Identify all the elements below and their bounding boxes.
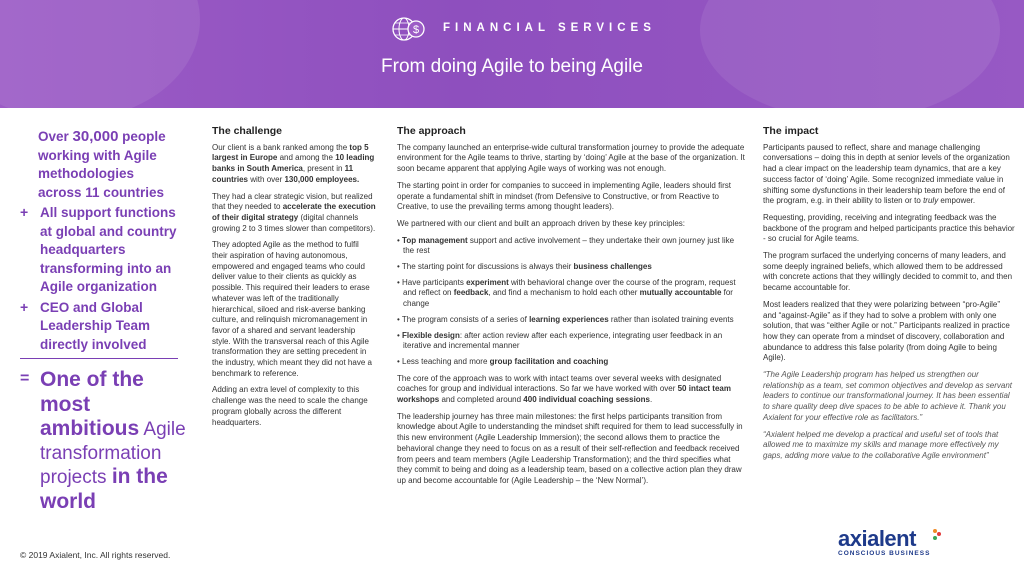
highlight-item: + CEO and Global Leadership Team directly involved xyxy=(20,298,151,352)
page-title: From doing Agile to being Agile xyxy=(381,56,643,77)
testimonial-quote: “The Agile Leadership program has helped us strengthen our relationship as a team, set common objectives and develop as servant leaders to continue our transformational journey. It has been essential to share quality deep dive spaces to be able to achieve it. Thank you Axialent for your effective role as facilitators.” xyxy=(763,370,1013,422)
divider xyxy=(20,358,178,359)
list-item: • Have participants experiment with behavioral change over the course of the program, request and reflect on feedback, and find a mechanism to hold each other mutually accountable for change xyxy=(397,277,736,309)
list-item: • Top management support and active involvement – they undertake their own journey just like the rest xyxy=(397,235,735,256)
svg-text:$: $ xyxy=(412,24,420,36)
challenge-heading: The challenge xyxy=(212,125,283,137)
approach-heading: The approach xyxy=(397,125,466,137)
banner-decoration xyxy=(0,0,200,108)
brand-tagline: CONSCIOUS BUSINESS xyxy=(838,550,931,557)
banner-decoration xyxy=(700,0,1000,108)
stat-highlight: Over 30,000 people working with Agile methodologies across 11 countries xyxy=(38,128,166,200)
list-item: • The program consists of a series of learning experiences rather than isolated training events xyxy=(397,314,734,324)
copyright: © 2019 Axialent, Inc. All rights reserved. xyxy=(20,550,171,560)
list-item: • The starting point for discussions is always their business challenges xyxy=(397,262,652,272)
paragraph: The program surfaced the underlying concerns of many leaders, and some deeply ingrained beliefs, which allowed them to be addressed with concrete actions that they willingly decided to commit to, and then became accountable for. xyxy=(763,251,1013,293)
paragraph: They adopted Agile as the method to fulfil their aspiration of having autonomous, empowered and engaged teams who could deliver value to their clients as quickly as possible. This required their leaders to erase whatever was left of the traditionally hierarchical, siloed and risk-averse banking culture, and relinquish micromanagement in favor of a shared and servant leadership style. With the transversal reach of this Agile transformation they are setting precedent in the industry, which meant they did not have a benchmark to reference. xyxy=(212,240,372,378)
paragraph: They had a clear strategic vision, but realized that they needed to accelerate the execution of their digital strategy (digital channels growing 2 to 3 times slower than competitors). xyxy=(212,191,376,233)
paragraph: Most leaders realized that they were polarizing between “pro-Agile” and “against-Agile” as if they had to solve a problem with only one solution, that was “either Agile or not.” Participants realized in practice how they can operate from a mindset of discovery, collaboration and abundance to address this false polarity (from doing Agile to being Agile). xyxy=(763,299,1010,363)
impact-column xyxy=(763,126,1015,468)
globe-dollar-icon xyxy=(392,14,426,44)
highlights-panel xyxy=(20,128,180,354)
header-banner xyxy=(0,0,1024,108)
paragraph: The leadership journey has three main milestones: the first helps participants transition from knowledge about Agile to understanding the mindset shift required for them to lead successfully in this new environment (Agile Leadership Immersion); the second allows them to practice the behavioral change they need to focus on as a result of their self-reflection and feedback received from peers and team members (Agile Leadership Transformation); and the third specifies what they commit to being and doing as a leadership team, based on a collective action plan they draw up and become accountable for (Agile Leadership – the ‘New Normal’). xyxy=(397,411,743,485)
paragraph: Requesting, providing, receiving and integrating feedback was the backbone of the program and helped participants practice this behavior - so crucial for Agile teams. xyxy=(763,212,1015,244)
list-item: • Less teaching and more group facilitation and coaching xyxy=(397,356,609,366)
conclusion-highlight: = One of the most ambitious Agile transformation projects in the world xyxy=(20,368,186,513)
paragraph: The starting point in order for companies to succeed in implementing Agile, leaders should first operate a fundamental shift in mindset (from Defensive to Constructive, or from Reactive to Creative, to use the prevailing terms among thought leaders). xyxy=(397,180,731,212)
list-item: • Flexible design: after action review after each experience, integrating user feedback in an iterative and incremental manner xyxy=(397,330,723,351)
highlight-item: + All support functions at global and country headquarters transforming into an Agile organization xyxy=(20,204,177,294)
challenge-column xyxy=(212,126,376,434)
paragraph: The core of the approach was to work with intact teams over several weeks with designated coaches for group and individual interactions. So far we have worked with over 50 intact team workshops and completed around 400 individual coaching sessions. xyxy=(397,373,731,405)
section-label: FINANCIAL SERVICES xyxy=(443,22,656,34)
approach-column xyxy=(397,126,747,493)
paragraph: The company launched an enterprise-wide cultural transformation journey to provide the adequate environment for the Agile teams to thrive, starting by ‘doing’ Agile at the base of the organization. It soon became apparent that applying Agile ways of working was not enough. xyxy=(397,142,745,174)
impact-heading: The impact xyxy=(763,125,819,137)
brand-dots-icon xyxy=(932,528,942,542)
paragraph: Our client is a bank ranked among the top 5 largest in Europe and among the 10 leading banks in South America, present in 11 countries with over 130,000 employees. xyxy=(212,142,375,184)
testimonial-quote: “Axialent helped me develop a practical and useful set of tools that allowed me to maximize my skills and manage more effectively my gaps, adding more value to the collaborative Agile environment” xyxy=(763,429,999,460)
paragraph: We partnered with our client and built an approach driven by these key principles: xyxy=(397,218,686,228)
brand-name: axialent xyxy=(838,526,916,551)
paragraph: Participants paused to reflect, share and manage challenging conversations – doing this in depth at senior levels of the organization had a clear impact on the leadership team dynamics, that are a key success factor of ‘doing’ Agile. Some recognized immediate value in shifting some dysfunctions in their leadership team before the end of the program, e.g. in their ability to listen or to truly empower. xyxy=(763,142,1010,206)
paragraph: Adding an extra level of complexity to this challenge was the need to scale the change program globally across the different headquarters. xyxy=(212,385,368,427)
brand-logo xyxy=(838,528,930,557)
principles-list xyxy=(397,236,747,368)
